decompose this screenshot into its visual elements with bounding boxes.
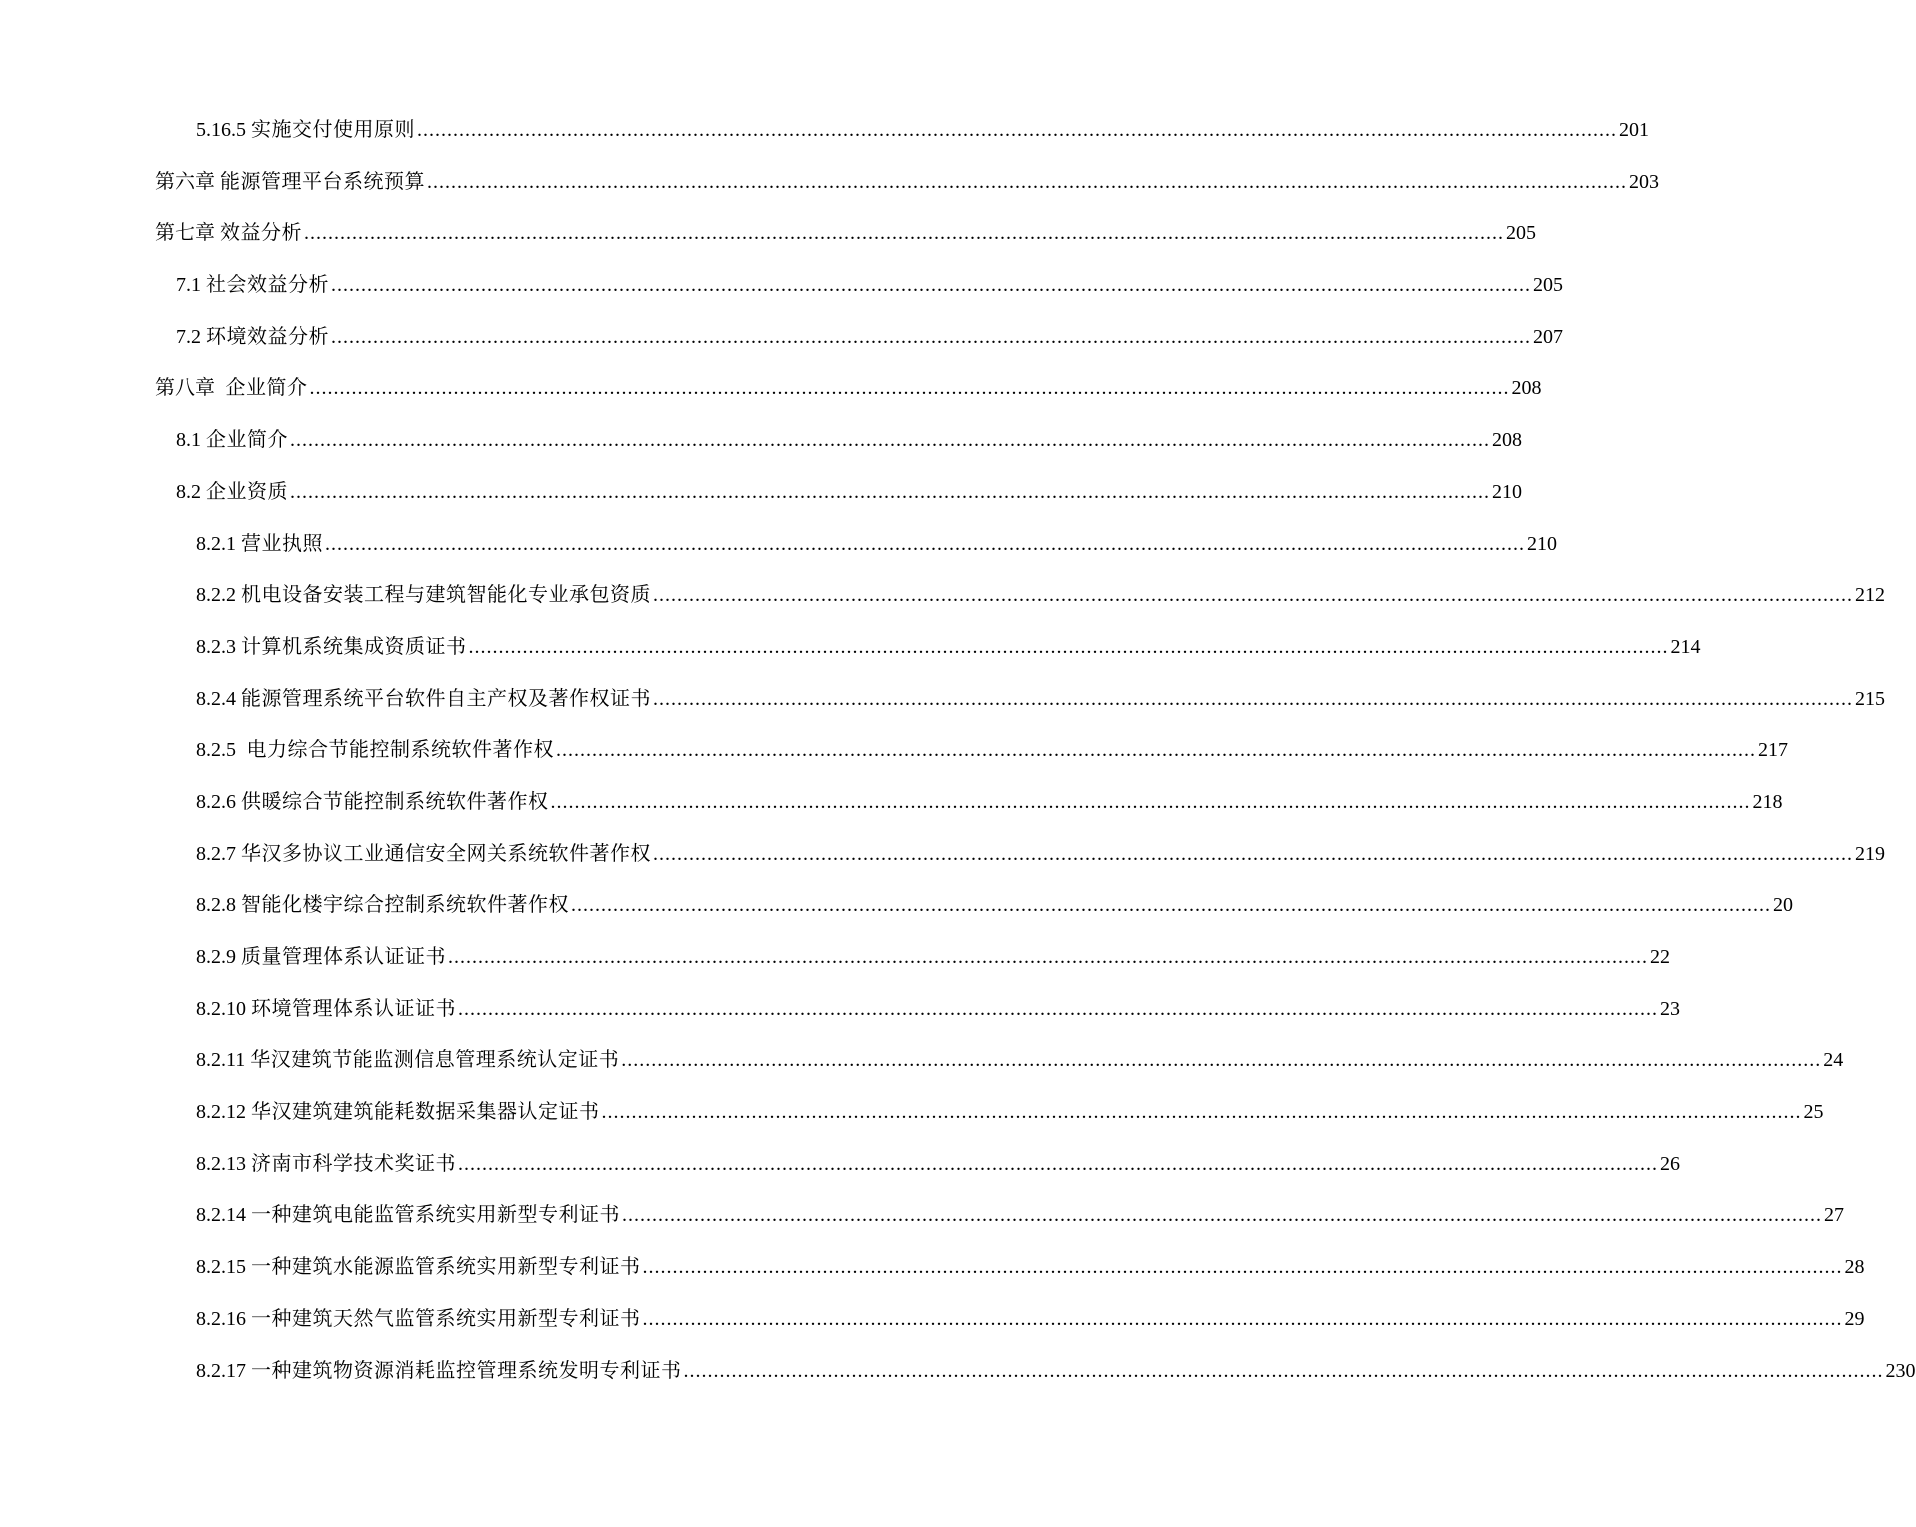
toc-leader-dots: ........................................................................................................................................................................................................ (448, 946, 1648, 968)
toc-entry-title: 华汉多协议工业通信安全网关系统软件著作权 (241, 842, 651, 865)
toc-entry-number: 8.2.7 (196, 842, 236, 865)
toc-entry-page: 215 (1855, 687, 1885, 710)
toc-entry-page: 24 (1823, 1049, 1844, 1072)
toc-leader-dots: ........................................................................................................................................................................................................ (683, 1359, 1884, 1382)
table-of-contents (0, 107, 1916, 1399)
toc-entry-number: 8.1 (176, 429, 201, 452)
toc-entry-number: 8.2.6 (196, 790, 236, 813)
toc-entry-title: 一种建筑物资源消耗监控管理系统发明专利证书 (251, 1359, 682, 1382)
toc-entry-number: 8.2.5 (196, 739, 236, 762)
toc-entry-page: 201 (1619, 119, 1649, 141)
toc-entry-title: 华汉建筑节能监测信息管理系统认定证书 (250, 1049, 620, 1072)
toc-entry-title: 企业简介 (206, 429, 288, 452)
toc-leader-dots: ........................................................................................................................................................................................................ (468, 635, 1669, 658)
toc-entry-number: 8.2.14 (196, 1204, 246, 1227)
toc-leader-dots: ........................................................................................................................................................................................................ (556, 739, 1756, 762)
toc-entry-page: 23 (1660, 997, 1680, 1020)
toc-entry-page: 208 (1511, 377, 1542, 400)
toc-leader-dots: ........................................................................................................................................................................................................ (653, 584, 1853, 607)
toc-entry-number: 8.2.2 (196, 584, 236, 607)
toc-entry-number: 8.2.1 (196, 532, 236, 555)
toc-leader-dots: ........................................................................................................................................................................................................ (622, 1204, 1822, 1227)
toc-entry-title: 计算机系统集成资质证书 (241, 635, 467, 658)
toc-entry-number: 第六章 (155, 170, 215, 193)
toc-leader-dots: ........................................................................................................................................................................................................ (601, 1101, 1802, 1124)
toc-entry[interactable] (0, 521, 1557, 573)
toc-entry-title: 社会效益分析 (206, 274, 329, 297)
toc-entry-page: 218 (1752, 790, 1783, 813)
toc-entry-page: 26 (1660, 1152, 1680, 1175)
toc-leader-dots: ........................................................................................................................................................................................................ (550, 790, 1751, 813)
toc-entry-page: 230 (1885, 1359, 1916, 1382)
toc-entry-page: 212 (1855, 584, 1885, 607)
toc-entry[interactable] (0, 624, 1701, 676)
toc-entry-number: 8.2.4 (196, 687, 236, 710)
toc-entry[interactable] (0, 1037, 1844, 1089)
toc-entry-title: 电力综合节能控制系统软件著作权 (241, 739, 554, 762)
toc-entry-page: 208 (1492, 429, 1522, 452)
toc-entry-title: 环境管理体系认证证书 (251, 997, 456, 1020)
toc-entry[interactable] (0, 314, 1563, 366)
toc-leader-dots: ........................................................................................................................................................................................................ (653, 842, 1853, 865)
toc-entry-title: 实施交付使用原则 (251, 119, 415, 141)
toc-entry-title: 供暖综合节能控制系统软件著作权 (241, 790, 549, 813)
toc-entry[interactable] (0, 159, 1659, 211)
toc-entry[interactable] (0, 727, 1788, 779)
toc-entry-title: 济南市科学技术奖证书 (251, 1152, 456, 1175)
toc-entry-number: 8.2.10 (196, 997, 246, 1020)
toc-leader-dots: ........................................................................................................................................................................................................ (653, 687, 1853, 710)
toc-entry-title: 营业执照 (241, 532, 323, 555)
toc-entry-number: 第八章 (155, 377, 215, 400)
toc-leader-dots: ........................................................................................................................................................................................................ (331, 325, 1531, 348)
toc-entry-page: 29 (1844, 1307, 1865, 1330)
toc-entry-title: 企业简介 (220, 377, 308, 400)
toc-entry-number: 8.2.15 (196, 1256, 246, 1279)
toc-entry-title: 机电设备安装工程与建筑智能化专业承包资质 (241, 584, 651, 607)
toc-entry-page: 27 (1824, 1204, 1844, 1227)
toc-entry-number: 8.2.13 (196, 1152, 246, 1175)
toc-entry-title: 环境效益分析 (206, 325, 329, 348)
toc-entry-page: 28 (1844, 1256, 1865, 1279)
toc-entry-page: 219 (1855, 842, 1885, 865)
toc-entry[interactable] (0, 882, 1793, 934)
toc-entry-number: 8.2.16 (196, 1307, 246, 1330)
toc-leader-dots: ........................................................................................................................................................................................................ (325, 532, 1525, 555)
toc-leader-dots: ........................................................................................................................................................................................................ (290, 480, 1490, 503)
toc-entry[interactable] (0, 572, 1885, 624)
toc-entry[interactable] (0, 676, 1885, 728)
toc-entry[interactable] (0, 262, 1563, 314)
toc-entry-number: 5.16.5 (196, 119, 246, 141)
toc-leader-dots: ........................................................................................................................................................................................................ (642, 1307, 1843, 1330)
toc-entry-page: 210 (1492, 480, 1522, 503)
toc-entry-number: 第七章 (155, 222, 215, 245)
toc-entry-page: 214 (1670, 635, 1701, 658)
toc-entry-title: 一种建筑电能监管系统实用新型专利证书 (251, 1204, 620, 1227)
toc-entry-title: 智能化楼宇综合控制系统软件著作权 (241, 894, 569, 917)
toc-entry-title: 华汉建筑建筑能耗数据采集器认定证书 (251, 1101, 600, 1124)
toc-entry-number: 8.2.8 (196, 894, 236, 917)
toc-leader-dots: ........................................................................................................................................................................................................ (309, 377, 1510, 400)
toc-leader-dots: ........................................................................................................................................................................................................ (571, 894, 1771, 917)
toc-entry-page: 203 (1629, 170, 1659, 193)
toc-entry[interactable] (0, 210, 1536, 262)
toc-entry-page: 205 (1533, 274, 1563, 297)
toc-entry-number: 8.2.11 (196, 1049, 246, 1072)
toc-entry-number: 8.2.3 (196, 635, 236, 658)
toc-entry-number: 8.2.17 (196, 1359, 246, 1382)
toc-leader-dots: ........................................................................................................................................................................................................ (417, 119, 1617, 141)
toc-entry-page: 207 (1533, 325, 1563, 348)
toc-entry-page: 22 (1650, 946, 1670, 968)
toc-entry[interactable] (0, 1089, 1824, 1141)
toc-entry-title: 能源管理平台系统预算 (220, 170, 425, 193)
toc-entry-number: 7.2 (176, 325, 201, 348)
toc-leader-dots: ........................................................................................................................................................................................................ (290, 429, 1490, 452)
toc-leader-dots: ........................................................................................................................................................................................................ (331, 274, 1531, 297)
toc-entry[interactable] (0, 365, 1542, 417)
toc-entry-number: 8.2 (176, 480, 201, 503)
toc-leader-dots: ........................................................................................................................................................................................................ (458, 1152, 1658, 1175)
toc-entry[interactable] (0, 1141, 1680, 1193)
toc-entry-page: 25 (1803, 1101, 1824, 1124)
toc-entry-title: 质量管理体系认证证书 (241, 946, 446, 968)
toc-entry[interactable] (0, 779, 1783, 831)
toc-entry[interactable] (0, 1192, 1844, 1244)
toc-entry[interactable] (0, 986, 1680, 1038)
toc-leader-dots: ........................................................................................................................................................................................................ (427, 170, 1627, 193)
toc-entry-title: 企业资质 (206, 480, 288, 503)
toc-entry-number: 8.2.12 (196, 1101, 246, 1124)
toc-entry[interactable] (0, 1348, 1916, 1400)
toc-entry-title: 效益分析 (220, 222, 302, 245)
toc-leader-dots: ........................................................................................................................................................................................................ (304, 222, 1504, 245)
toc-entry[interactable] (0, 417, 1522, 469)
toc-entry[interactable] (0, 1296, 1865, 1348)
toc-leader-dots: ........................................................................................................................................................................................................ (621, 1049, 1822, 1072)
toc-leader-dots: ........................................................................................................................................................................................................ (642, 1256, 1843, 1279)
toc-entry-title: 一种建筑天然气监管系统实用新型专利证书 (251, 1307, 641, 1330)
toc-entry-page: 20 (1773, 894, 1793, 917)
toc-entry[interactable] (0, 107, 1649, 159)
toc-entry-number: 7.1 (176, 274, 201, 297)
toc-entry-number: 8.2.9 (196, 946, 236, 968)
toc-entry-title: 能源管理系统平台软件自主产权及著作权证书 (241, 687, 651, 710)
toc-entry-page: 217 (1758, 739, 1788, 762)
toc-entry[interactable] (0, 1244, 1865, 1296)
toc-entry[interactable] (0, 469, 1522, 521)
toc-entry-page: 210 (1527, 532, 1557, 555)
toc-entry[interactable] (0, 934, 1670, 986)
toc-entry[interactable] (0, 831, 1885, 883)
toc-entry-title: 一种建筑水能源监管系统实用新型专利证书 (251, 1256, 641, 1279)
toc-entry-page: 205 (1506, 222, 1536, 245)
toc-leader-dots: ........................................................................................................................................................................................................ (458, 997, 1658, 1020)
